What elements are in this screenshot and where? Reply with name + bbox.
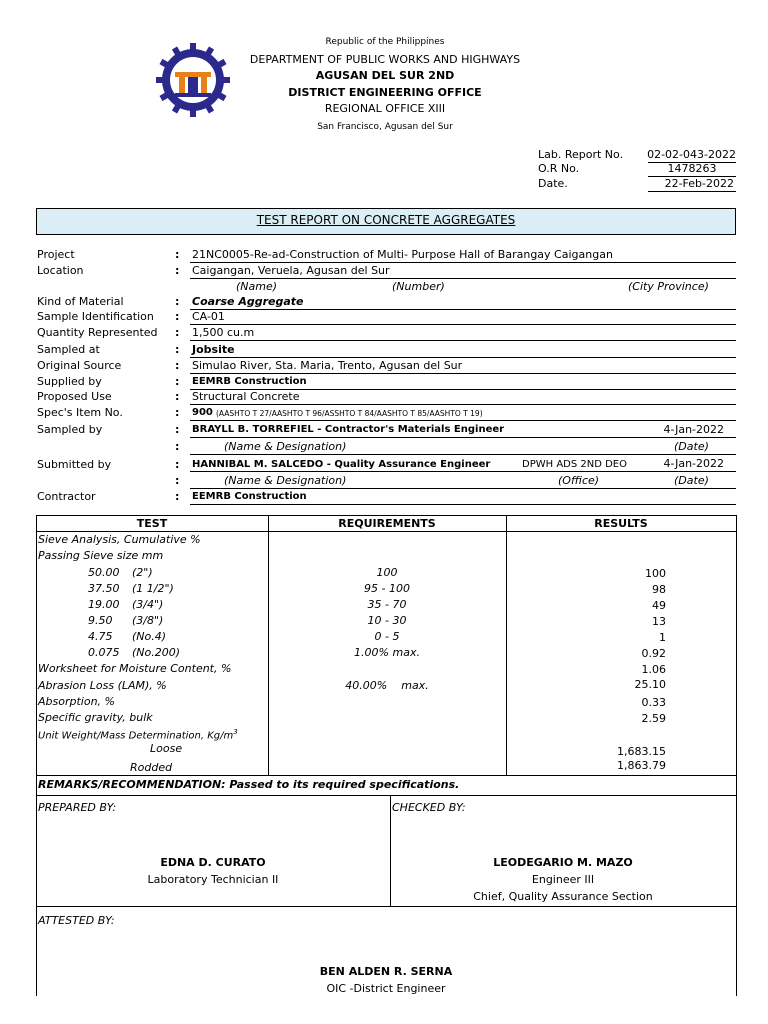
rodded-label: Rodded bbox=[130, 761, 173, 774]
sieve-result: 1 bbox=[659, 631, 666, 644]
use-label: Proposed Use bbox=[37, 390, 112, 403]
absorption-label: Absorption, % bbox=[38, 695, 115, 708]
spec-label: Spec's Item No. bbox=[37, 406, 123, 419]
colon: : bbox=[175, 423, 180, 436]
sieve-size: 4.75 bbox=[88, 630, 113, 643]
submitted-date-sub: (Date) bbox=[674, 474, 709, 487]
unit-weight-label bbox=[38, 728, 238, 741]
colon: : bbox=[175, 359, 180, 372]
sieve-req: 1.00% max. bbox=[354, 646, 420, 659]
contractor-value: EEMRB Construction bbox=[192, 491, 307, 502]
colon: : bbox=[175, 326, 180, 339]
sieve-req: 35 - 70 bbox=[367, 598, 407, 611]
submitted-office-sub: (Office) bbox=[558, 474, 600, 487]
loose-result: 1,683.15 bbox=[617, 745, 666, 758]
checked-name: LEODEGARIO M. MAZO bbox=[493, 856, 633, 869]
submitted-by-value: HANNIBAL M. SALCEDO - Quality Assurance Engineer bbox=[192, 459, 491, 470]
quantity-value: 1,500 cu.m bbox=[192, 326, 255, 339]
sieve-result: 100 bbox=[645, 567, 666, 580]
sieve-inch: (No.200) bbox=[132, 646, 181, 659]
department-text: DEPARTMENT OF PUBLIC WORKS AND HIGHWAYS bbox=[249, 53, 521, 66]
sieve-result: 98 bbox=[652, 583, 666, 596]
location-sub-city: (City Province) bbox=[628, 280, 709, 293]
sieve-size: 0.075 bbox=[88, 646, 120, 659]
sieve-size: 19.00 bbox=[88, 598, 120, 611]
sieve-inch: (3/4") bbox=[132, 598, 164, 611]
unit-weight-text: Unit Weight/Mass Determination, Kg/m bbox=[38, 730, 234, 742]
contractor-label: Contractor bbox=[37, 490, 96, 503]
col-header-test: TEST bbox=[136, 517, 168, 530]
or-value: 1478263 bbox=[667, 162, 717, 175]
moisture-label: Worksheet for Moisture Content, % bbox=[38, 662, 232, 675]
attested-title: OIC -District Engineer bbox=[326, 982, 446, 995]
supplied-value: EEMRB Construction bbox=[192, 376, 307, 387]
checked-title-2: Chief, Quality Assurance Section bbox=[473, 890, 653, 903]
rodded-result: 1,863.79 bbox=[617, 759, 666, 772]
date-label: Date. bbox=[538, 177, 568, 190]
spec-detail: (AASHTO T 27/AASHTO T 96/ASSHTO T 84/AASHTO T 85/AASHTO T 19) bbox=[216, 409, 483, 418]
kind-label: Kind of Material bbox=[37, 295, 124, 308]
colon: : bbox=[175, 406, 180, 419]
unit-sup: 3 bbox=[233, 728, 238, 736]
checked-title: Engineer III bbox=[531, 873, 595, 886]
sampled-by-value: BRAYLL B. TORREFIEL - Contractor's Materials Engineer bbox=[192, 424, 505, 435]
colon: : bbox=[175, 310, 180, 323]
sampled-date: 4-Jan-2022 bbox=[663, 423, 724, 436]
sieve-req: 95 - 100 bbox=[364, 582, 410, 595]
quantity-label: Quantity Represented bbox=[37, 326, 158, 339]
abrasion-result: 25.10 bbox=[634, 678, 666, 691]
sieve-req: 100 bbox=[376, 566, 398, 579]
office-text: DISTRICT ENGINEERING OFFICE bbox=[288, 86, 482, 99]
colon: : bbox=[175, 490, 180, 503]
sieve-inch: (3/8") bbox=[132, 614, 164, 627]
source-value: Simulao River, Sta. Maria, Trento, Agusan del Sur bbox=[192, 359, 463, 372]
col-header-requirements: REQUIREMENTS bbox=[338, 517, 436, 530]
source-label: Original Source bbox=[37, 359, 122, 372]
sample-value: CA-01 bbox=[192, 310, 225, 323]
location-label: Location bbox=[37, 264, 84, 277]
use-value: Structural Concrete bbox=[192, 390, 300, 403]
gravity-label: Specific gravity, bulk bbox=[38, 711, 153, 724]
sieve-size: 9.50 bbox=[88, 614, 113, 627]
colon: : bbox=[175, 343, 180, 356]
absorption-result: 0.33 bbox=[641, 696, 666, 709]
colon: : bbox=[175, 264, 180, 277]
sieve-result: 49 bbox=[652, 599, 666, 612]
colon: : bbox=[175, 458, 180, 471]
remarks: REMARKS/RECOMMENDATION: Passed to its required specifications. bbox=[38, 778, 460, 791]
project-value: 21NC0005-Re-ad-Construction of Multi- Purpose Hall of Barangay Caigangan bbox=[192, 248, 613, 261]
abrasion-label: Abrasion Loss (LAM), % bbox=[38, 679, 167, 692]
prepared-title: Laboratory Technician II bbox=[147, 873, 279, 886]
project-label: Project bbox=[37, 248, 75, 261]
colon: : bbox=[175, 440, 180, 453]
gravity-result: 2.59 bbox=[641, 712, 666, 725]
sieve-inch: (1 1/2") bbox=[132, 582, 174, 595]
loose-label: Loose bbox=[150, 742, 183, 755]
submitted-name-sub: (Name & Designation) bbox=[224, 474, 347, 487]
location-sub-number: (Number) bbox=[392, 280, 445, 293]
prepared-name: EDNA D. CURATO bbox=[160, 856, 266, 869]
district-text: AGUSAN DEL SUR 2ND bbox=[315, 69, 455, 82]
sampled-at-label: Sampled at bbox=[37, 343, 100, 356]
sampled-date-sub: (Date) bbox=[674, 440, 709, 453]
address-text: San Francisco, Agusan del Sur bbox=[317, 122, 453, 132]
sieve-req: 0 - 5 bbox=[374, 630, 400, 643]
supplied-label: Supplied by bbox=[37, 375, 102, 388]
report-title: TEST REPORT ON CONCRETE AGGREGATES bbox=[256, 213, 516, 227]
sieve-inch: (2") bbox=[132, 566, 153, 579]
sieve-size: 50.00 bbox=[88, 566, 120, 579]
sieve-size: 37.50 bbox=[88, 582, 120, 595]
sieve-result: 0.92 bbox=[641, 647, 666, 660]
sampled-name-sub: (Name & Designation) bbox=[224, 440, 347, 453]
checked-label: CHECKED BY: bbox=[392, 801, 466, 814]
republic-text: Republic of the Philippines bbox=[325, 37, 445, 47]
submitted-date: 4-Jan-2022 bbox=[663, 457, 724, 470]
date-value: 22-Feb-2022 bbox=[664, 177, 734, 190]
location-value: Caigangan, Veruela, Agusan del Sur bbox=[192, 264, 390, 277]
col-header-results: RESULTS bbox=[594, 517, 648, 530]
dpwh-seal-logo bbox=[155, 42, 231, 118]
attested-label: ATTESTED BY: bbox=[38, 914, 115, 927]
prepared-label: PREPARED BY: bbox=[38, 801, 117, 814]
sieve-title: Sieve Analysis, Cumulative % bbox=[38, 533, 201, 546]
passing-title: Passing Sieve size mm bbox=[38, 549, 164, 562]
submitted-office: DPWH ADS 2ND DEO bbox=[522, 459, 627, 470]
sieve-req: 10 - 30 bbox=[367, 614, 407, 627]
moisture-result: 1.06 bbox=[641, 663, 666, 676]
sampled-at-value: Jobsite bbox=[192, 343, 235, 356]
lab-report-value: 02-02-043-2022 bbox=[647, 148, 736, 161]
sieve-inch: (No.4) bbox=[132, 630, 167, 643]
sieve-result: 13 bbox=[652, 615, 666, 628]
lab-report-label: Lab. Report No. bbox=[538, 148, 624, 161]
attested-name: BEN ALDEN R. SERNA bbox=[319, 965, 453, 978]
colon: : bbox=[175, 474, 180, 487]
or-label: O.R No. bbox=[538, 162, 580, 175]
sample-label: Sample Identification bbox=[37, 310, 154, 323]
colon: : bbox=[175, 390, 180, 403]
sampled-by-label: Sampled by bbox=[37, 423, 103, 436]
submitted-label: Submitted by bbox=[37, 458, 112, 471]
regional-text: REGIONAL OFFICE XIII bbox=[324, 102, 446, 115]
location-sub-name: (Name) bbox=[236, 280, 278, 293]
colon: : bbox=[175, 248, 180, 261]
kind-value: Coarse Aggregate bbox=[192, 295, 304, 308]
spec-no: 900 bbox=[192, 407, 213, 418]
abrasion-req: 40.00% max. bbox=[345, 679, 429, 692]
colon: : bbox=[175, 375, 180, 388]
colon: : bbox=[175, 295, 180, 308]
